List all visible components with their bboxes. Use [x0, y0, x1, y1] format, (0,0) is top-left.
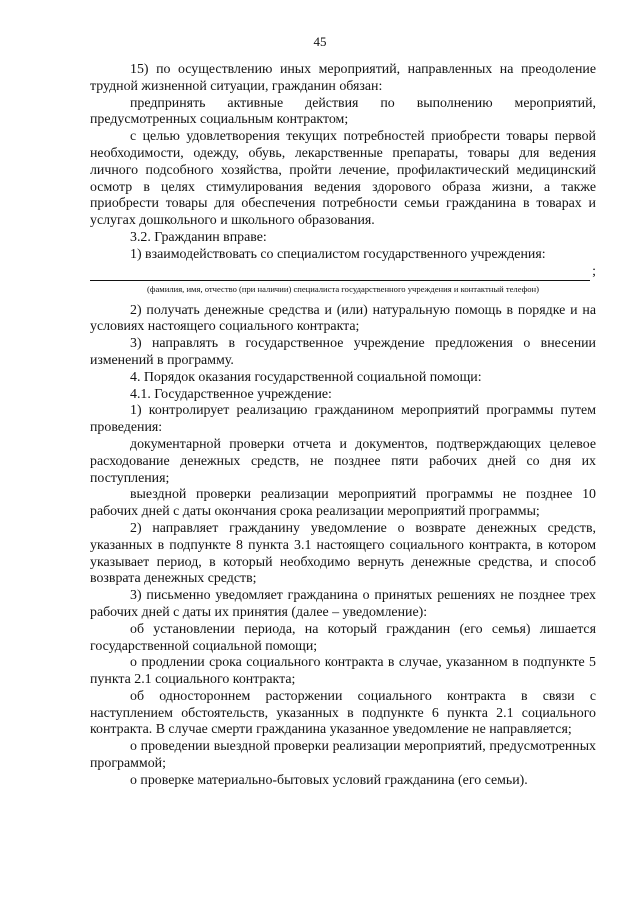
- section-heading: 3.2. Гражданин вправе:: [130, 229, 267, 245]
- paragraph: 2) направляет гражданину уведомление о возврате денежных средств, указанных в подпункте 8 пункта 3.1 настоящего социального контракта, в котором указывает период, в который необходимо вернуть денежные средства, и способ возврата денежных средств;: [90, 520, 596, 587]
- paragraph: об установлении периода, на который гражданин (его семья) лишается государственной социальной помощи;: [90, 621, 596, 654]
- fill-line-terminator: ;: [592, 263, 596, 279]
- document-body: [90, 62, 596, 790]
- specialist-fill-line: [90, 264, 596, 281]
- section-heading: 4. Порядок оказания государственной социальной помощи:: [130, 369, 482, 385]
- paragraph: документарной проверки отчета и документов, подтверждающих целевое расходование денежных средств, не позднее пяти рабочих дней со дня их поступления;: [90, 436, 596, 486]
- page-number: 45: [313, 34, 327, 49]
- paragraph: об одностороннем расторжении социального контракта в связи с наступлением обстоятельств, указанных в подпункте 6 пункта 2.1 социального контракта. В случае смерти гражданина указанное уведомление не направляется;: [90, 688, 596, 738]
- paragraph: 1) контролирует реализацию гражданином мероприятий программы путем проведения:: [90, 403, 596, 436]
- paragraph: 3) письменно уведомляет гражданина о принятых решениях не позднее трех рабочих дней с даты их принятия (далее – уведомление):: [90, 588, 596, 620]
- paragraph: выездной проверки реализации мероприятий программы не позднее 10 рабочих дней с даты окончания срока реализации мероприятий программы;: [90, 487, 596, 520]
- paragraph: предпринять активные действия по выполнению мероприятий, предусмотренных социальным контрактом;: [90, 95, 596, 128]
- paragraph: 3) направлять в государственное учреждение предложения о внесении изменений в программу.: [90, 336, 596, 368]
- paragraph: о проверке материально-бытовых условий гражданина (его семьи).: [130, 772, 528, 788]
- paragraph: 2) получать денежные средства и (или) натуральную помощь в порядке и на условиях настоящего социального контракта;: [90, 302, 596, 335]
- paragraph: 1) взаимодействовать со специалистом государственного учреждения:: [130, 246, 546, 262]
- section-heading: 4.1. Государственное учреждение:: [130, 386, 332, 402]
- paragraph: 15) по осуществлению иных мероприятий, направленных на преодоление трудной жизненной ситуации, гражданин обязан:: [90, 62, 596, 94]
- fill-in-blank: [90, 267, 590, 281]
- fill-line-caption: (фамилия, имя, отчество (при наличии) специалиста государственного учреждения и контактный телефон): [147, 283, 539, 294]
- paragraph: о продлении срока социального контракта в случае, указанном в подпункте 5 пункта 2.1 социального контракта;: [90, 655, 596, 688]
- paragraph: с целью удовлетворения текущих потребностей приобрести товары первой необходимости, одежду, обувь, лекарственные препараты, товары для ведения личного подсобного хозяйства, пройти лечение, профилактический медицинский осмотр в целях стимулирования ведения здорового образа жизни, а также приобрести товары для обеспечения потребности семьи гражданина в товарах и услугах дошкольного и школьного образования.: [90, 129, 596, 229]
- paragraph: о проведении выездной проверки реализации мероприятий, предусмотренных программой;: [90, 739, 596, 772]
